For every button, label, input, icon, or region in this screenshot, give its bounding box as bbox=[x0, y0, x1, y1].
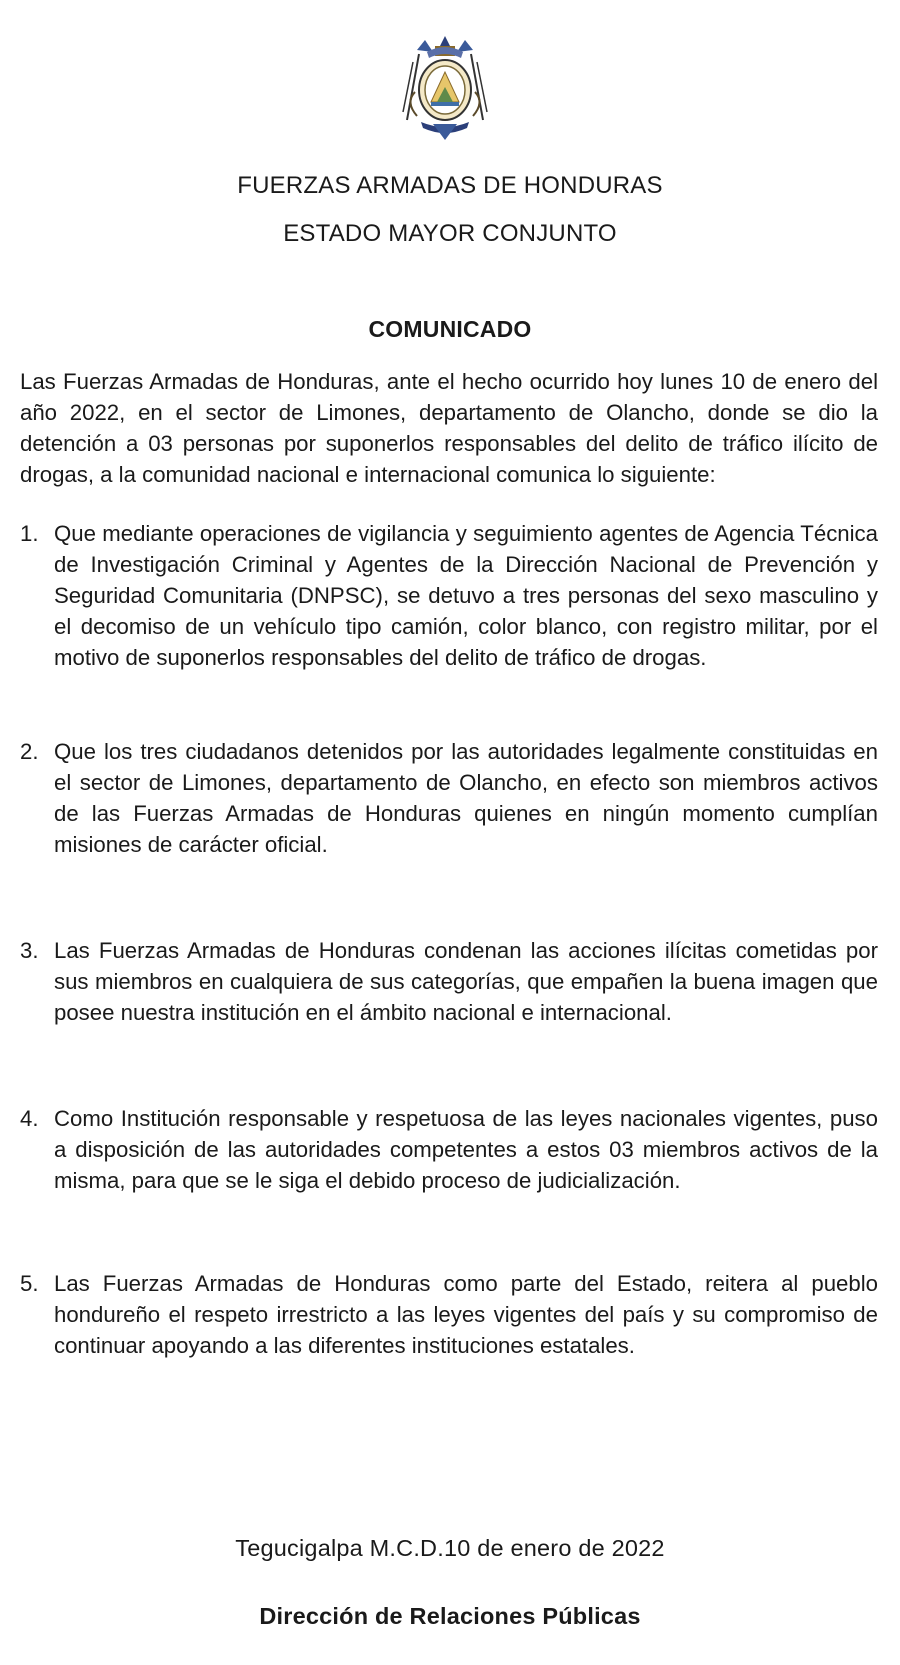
list-item-text: Las Fuerzas Armadas de Honduras condenan las acciones ilícitas cometidas por sus miembros en cualquiera de sus categorías, que empañen la buena imagen que posee nuestra institución en el ámbito nacional e internacional. bbox=[54, 938, 878, 1025]
list-item bbox=[20, 1103, 878, 1196]
list-item-number: 3. bbox=[20, 938, 39, 963]
list-item bbox=[20, 1268, 878, 1361]
intro-paragraph: Las Fuerzas Armadas de Honduras, ante el hecho ocurrido hoy lunes 10 de enero del año 2022, en el sector de Limones, departamento de Olancho, donde se dio la detención a 03 personas por suponerlos responsables del delito de tráfico ilícito de drogas, a la comunidad nacional e internacional comunica lo siguiente: bbox=[20, 369, 878, 487]
organization-heading: FUERZAS ARMADAS DE HONDURAS bbox=[237, 172, 663, 199]
list-item bbox=[20, 518, 878, 673]
list-item-number: 4. bbox=[20, 1106, 39, 1131]
armed-forces-coat-of-arms-icon bbox=[395, 32, 495, 142]
list-item-number: 1. bbox=[20, 521, 39, 546]
list-item-text: Que mediante operaciones de vigilancia y seguimiento agentes de Agencia Técnica de Investigación Criminal y Agentes de la Dirección Nacional de Prevención y Seguridad Comunitaria (DNPSC), se detuvo a tres personas del sexo masculino y el decomiso de un vehículo tipo camión, color blanco, con registro militar, por el motivo de suponerlos responsables del delito de tráfico de drogas. bbox=[54, 521, 878, 670]
list-item-text: Como Institución responsable y respetuosa de las leyes nacionales vigentes, puso a disposición de las autoridades competentes a estos 03 miembros activos de la misma, para que se le siga el debido proceso de judicialización. bbox=[54, 1106, 878, 1193]
list-item-text: Las Fuerzas Armadas de Honduras como parte del Estado, reitera al pueblo hondureño el respeto irrestricto a las leyes vigentes del país y su compromiso de continuar apoyando a las diferentes instituciones estatales. bbox=[54, 1271, 878, 1358]
document-title: COMUNICADO bbox=[368, 316, 532, 342]
list-item-number: 2. bbox=[20, 739, 39, 764]
signature-line: Dirección de Relaciones Públicas bbox=[259, 1603, 641, 1629]
list-item-text: Que los tres ciudadanos detenidos por las autoridades legalmente constituidas en el sector de Limones, departamento de Olancho, en efecto son miembros activos de las Fuerzas Armadas de Honduras quienes en ningún momento cumplían misiones de carácter oficial. bbox=[54, 739, 878, 857]
department-heading: ESTADO MAYOR CONJUNTO bbox=[283, 220, 617, 247]
place-date-line: Tegucigalpa M.C.D.10 de enero de 2022 bbox=[235, 1535, 665, 1561]
list-item-number: 5. bbox=[20, 1271, 39, 1296]
list-item bbox=[20, 736, 878, 860]
list-item bbox=[20, 935, 878, 1028]
